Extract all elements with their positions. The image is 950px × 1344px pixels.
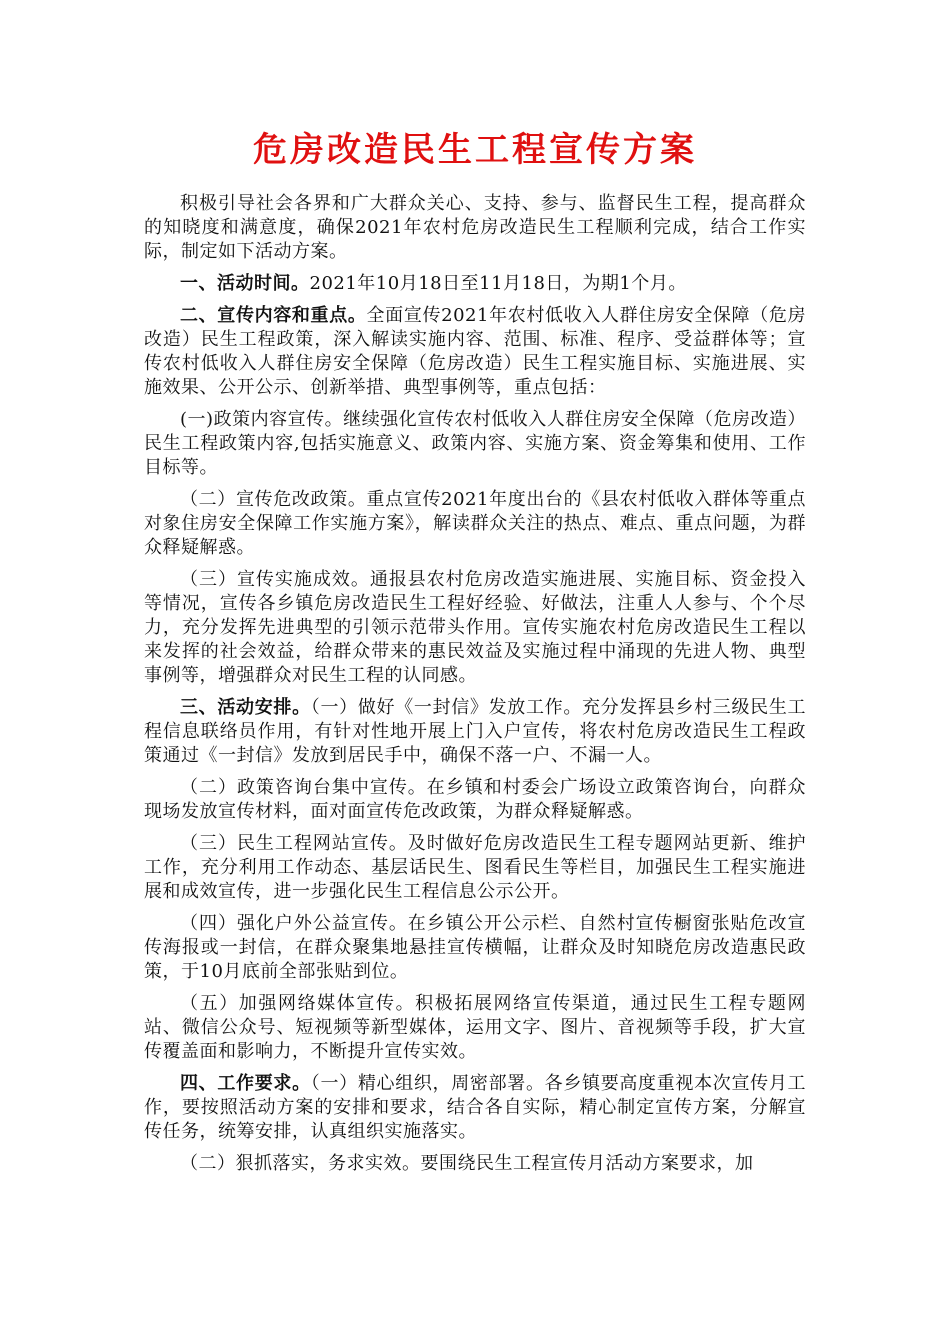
paragraph-text: （一）做好《一封信》发放工作。充分发挥县乡村三级民生工程信息联络员作用，有针对性地开展上门入户宣传，将农村危房改造民生工程政策通过《一封信》发放到居民手中，确保不落一户、不漏一人。 xyxy=(144,697,807,766)
paragraph-text: 2021年10月18日至11月18日，为期1个月。 xyxy=(309,273,687,294)
section-requirements xyxy=(144,1072,806,1144)
paragraph-implementation xyxy=(144,1152,806,1176)
paragraph-text: （二）狠抓落实，务求实效。要围绕民生工程宣传月活动方案要求，加 xyxy=(180,1153,754,1174)
paragraph-text: （一）精心组织，周密部署。各乡镇要高度重视本次宣传月工作，要按照活动方案的安排和要求，结合各自实际，精心制定宣传方案，分解宣传任务，统筹安排，认真组织实施落实。 xyxy=(144,1073,807,1142)
section-heading: 二、宣传内容和重点。 xyxy=(180,305,367,326)
paragraph-text: 积极引导社会各界和广大群众关心、支持、参与、监督民生工程，提高群众的知晓度和满意度，确保2021年农村危房改造民生工程顺利完成，结合工作实际，制定如下活动方案。 xyxy=(144,193,806,262)
document-title: 危房改造民生工程宣传方案 xyxy=(253,130,697,170)
paragraph-text: 全面宣传2021年农村低收入人群住房安全保障（危房改造）民生工程政策，深入解读实施内容、范围、标准、程序、受益群体等；宣传农村低收入人群住房安全保障（危房改造）民生工程实施目标、实施进展、实施效果、公开公示、创新举措、典型事例等，重点包括： xyxy=(144,305,806,398)
paragraph-consultation-desk xyxy=(144,776,806,824)
intro-paragraph xyxy=(144,192,806,264)
section-arrangement xyxy=(144,696,806,768)
paragraph-policy-content xyxy=(144,408,806,480)
section-heading: 三、活动安排。 xyxy=(180,697,311,718)
paragraph-online-media xyxy=(144,992,806,1064)
section-heading: 四、工作要求。 xyxy=(180,1073,311,1094)
paragraph-website xyxy=(144,832,806,904)
paragraph-text: （五）加强网络媒体宣传。积极拓展网络宣传渠道，通过民生工程专题网站、微信公众号、短视频等新型媒体，运用文字、图片、音视频等手段，扩大宣传覆盖面和影响力，不断提升宣传实效。 xyxy=(144,993,806,1062)
paragraph-outdoor xyxy=(144,912,806,984)
section-activity-time xyxy=(144,272,806,296)
paragraph-text: （三）宣传实施成效。通报县农村危房改造实施进展、实施目标、资金投入等情况，宣传各乡镇危房改造民生工程好经验、好做法，注重人人参与、个个尽力，充分发挥先进典型的引领示范带头作用。宣传实施农村危房改造民生工程以来发挥的社会效益，给群众带来的惠民效益及实施过程中涌现的先进人物、典型事例等，增强群众对民生工程的认同感。 xyxy=(144,569,806,686)
paragraph-text: （二）政策咨询台集中宣传。在乡镇和村委会广场设立政策咨询台，向群众现场发放宣传材料，面对面宣传危改政策，为群众释疑解惑。 xyxy=(144,777,806,822)
section-content-focus xyxy=(144,304,806,400)
paragraph-text: （二）宣传危改政策。重点宣传2021年度出台的《县农村低收入群体等重点对象住房安全保障工作实施方案》，解读群众关注的热点、难点、重点问题，为群众释疑解惑。 xyxy=(144,489,806,558)
paragraph-text: (一)政策内容宣传。继续强化宣传农村低收入人群住房安全保障（危房改造）民生工程政策内容,包括实施意义、政策内容、实施方案、资金筹集和使用、工作目标等。 xyxy=(144,409,806,478)
paragraph-renovation-policy xyxy=(144,488,806,560)
paragraph-results xyxy=(144,568,806,688)
section-heading: 一、活动时间。 xyxy=(180,273,310,294)
paragraph-text: （三）民生工程网站宣传。及时做好危房改造民生工程专题网站更新、维护工作，充分利用工作动态、基层话民生、图看民生等栏目，加强民生工程实施进展和成效宣传，进一步强化民生工程信息公示公开。 xyxy=(144,833,806,902)
document-page xyxy=(144,128,806,1184)
paragraph-text: （四）强化户外公益宣传。在乡镇公开公示栏、自然村宣传橱窗张贴危改宣传海报或一封信，在群众聚集地悬挂宣传横幅，让群众及时知晓危房改造惠民政策，于10月底前全部张贴到位。 xyxy=(144,913,806,982)
